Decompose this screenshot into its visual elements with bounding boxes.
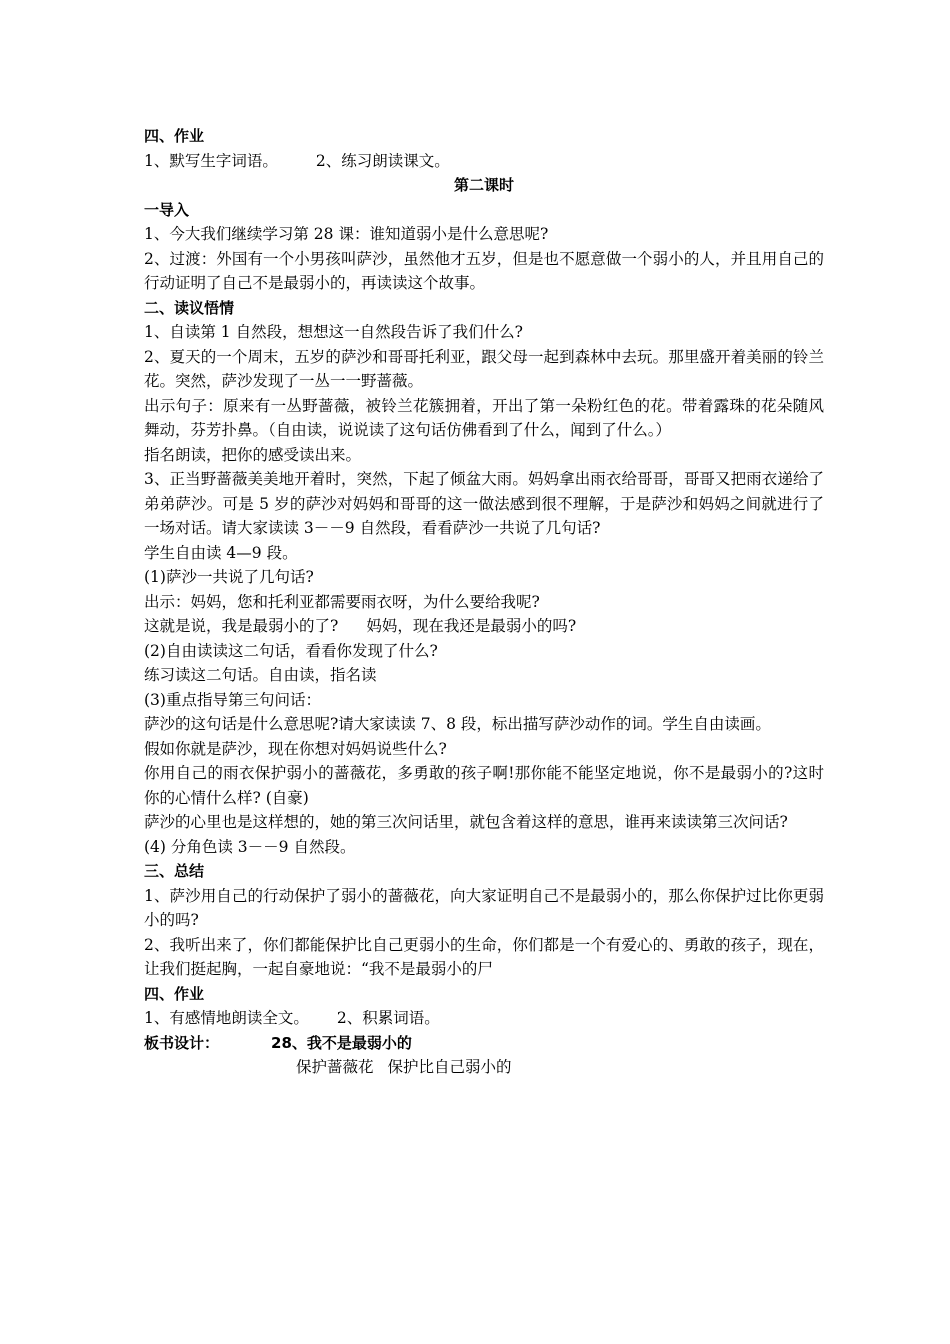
board-row (144, 1055, 824, 1080)
paragraph: (4) 分角色读 3－－9 自然段。 (144, 837, 356, 856)
quote-text: 这就是说，我是最弱小的了? (144, 617, 339, 635)
paragraph: 1、自读第 1 自然段，想想这一自然段告诉了我们什么? (144, 323, 523, 341)
lesson-title: 第二课时 (453, 176, 514, 194)
quote-text: 妈妈，现在我还是最弱小的吗? (366, 617, 577, 635)
paragraph: 萨沙的这句话是什么意思呢?请大家读读 7、8 段，标出描写萨沙动作的词。学生自由读画。 (144, 715, 771, 733)
section-heading: 一导入 (144, 200, 190, 219)
paragraph: (3)重点指导第三句问话： (144, 690, 321, 709)
paragraph: 2、过渡：外国有一个小男孩叫萨沙，虽然他才五岁，但是也不愿意做一个弱小的人，并且用自己的行动证明了自己不是最弱小的，再读读这个故事。 (144, 249, 824, 292)
paragraph (144, 614, 824, 639)
paragraph: 出示：妈妈，您和托利亚都需要雨衣呀，为什么要给我呢? (144, 592, 540, 611)
paragraph: 2、我听出来了，你们都能保护比自己更弱小的生命，你们都是一个有爱心的、勇敢的孩子，现在，让我们挺起胸，一起自豪地说：“我不是最弱小的尸 (144, 935, 824, 978)
paragraph: 假如你就是萨沙，现在你想对妈妈说些什么? (144, 739, 447, 758)
document-page (144, 124, 824, 1080)
paragraph: 指名朗读，把你的感受读出来。 (144, 445, 362, 464)
paragraph: (2)自由读读这二句话，看看你发现了什么? (144, 641, 438, 660)
paragraph: 1、今大我们继续学习第 28 课：谁知道弱小是什么意思呢? (144, 225, 549, 243)
section-heading: 三、总结 (144, 862, 205, 880)
paragraph: 你用自己的雨衣保护弱小的蔷薇花，多勇敢的孩子啊!那你能不能坚定地说，你不是最弱小的?这时你的心情什么样? (自豪) (144, 764, 824, 807)
board-title: 28、我不是最弱小的 (271, 1033, 412, 1052)
homework-item: 2、积累词语。 (336, 1009, 440, 1027)
paragraph: 2、夏天的一个周末，五岁的萨沙和哥哥托利亚，跟父母一起到森林中去玩。那里盛开着美丽的铃兰花。突然，萨沙发现了一丛一一野蔷薇。 (144, 347, 824, 390)
board-item: 保护蔷薇花 (296, 1058, 374, 1076)
board-label: 板书设计： (144, 1033, 220, 1052)
paragraph: 学生自由读 4—9 段。 (144, 543, 298, 562)
homework-item: 1、有感情地朗读全文。 (144, 1009, 309, 1027)
paragraph: 练习读这二句话。自由读，指名读 (144, 666, 377, 684)
board-item: 保护比自己弱小的 (387, 1058, 512, 1076)
homework-line (144, 1006, 824, 1031)
paragraph: 3、正当野蔷薇美美地开着时，突然，下起了倾盆大雨。妈妈拿出雨衣给哥哥，哥哥又把雨衣递给了弟弟萨沙。可是 5 岁的萨沙对妈妈和哥哥的这一做法感到很不理解，于是萨沙和妈妈之间就进行了一场对话。请大家读读 3－－9 自然段，看看萨沙一共说了几句话? (144, 470, 824, 537)
paragraph: 1、萨沙用自己的行动保护了弱小的蔷薇花，向大家证明自己不是最弱小的，那么你保护过比你更弱小的吗? (144, 886, 824, 929)
board-design-heading (144, 1031, 824, 1056)
paragraph: 萨沙的心里也是这样想的，她的第三次问话里，就包含着这样的意思，谁再来读读第三次问话? (144, 813, 788, 831)
homework-item: 2、练习朗读课文。 (315, 151, 450, 170)
homework-line (144, 149, 824, 174)
section-heading: 四、作业 (144, 127, 205, 145)
paragraph: 出示句子：原来有一丛野蔷薇，被铃兰花簇拥着，开出了第一朵粉红色的花。带着露珠的花朵随风舞动，芬芳扑鼻。（自由读，说说读了这句话仿佛看到了什么，闻到了什么。） (144, 396, 824, 439)
paragraph: (1)萨沙一共说了几句话? (144, 568, 314, 586)
section-heading: 二、读议悟情 (144, 298, 235, 317)
section-heading: 四、作业 (144, 984, 205, 1003)
homework-item: 1、默写生字词语。 (144, 151, 278, 170)
